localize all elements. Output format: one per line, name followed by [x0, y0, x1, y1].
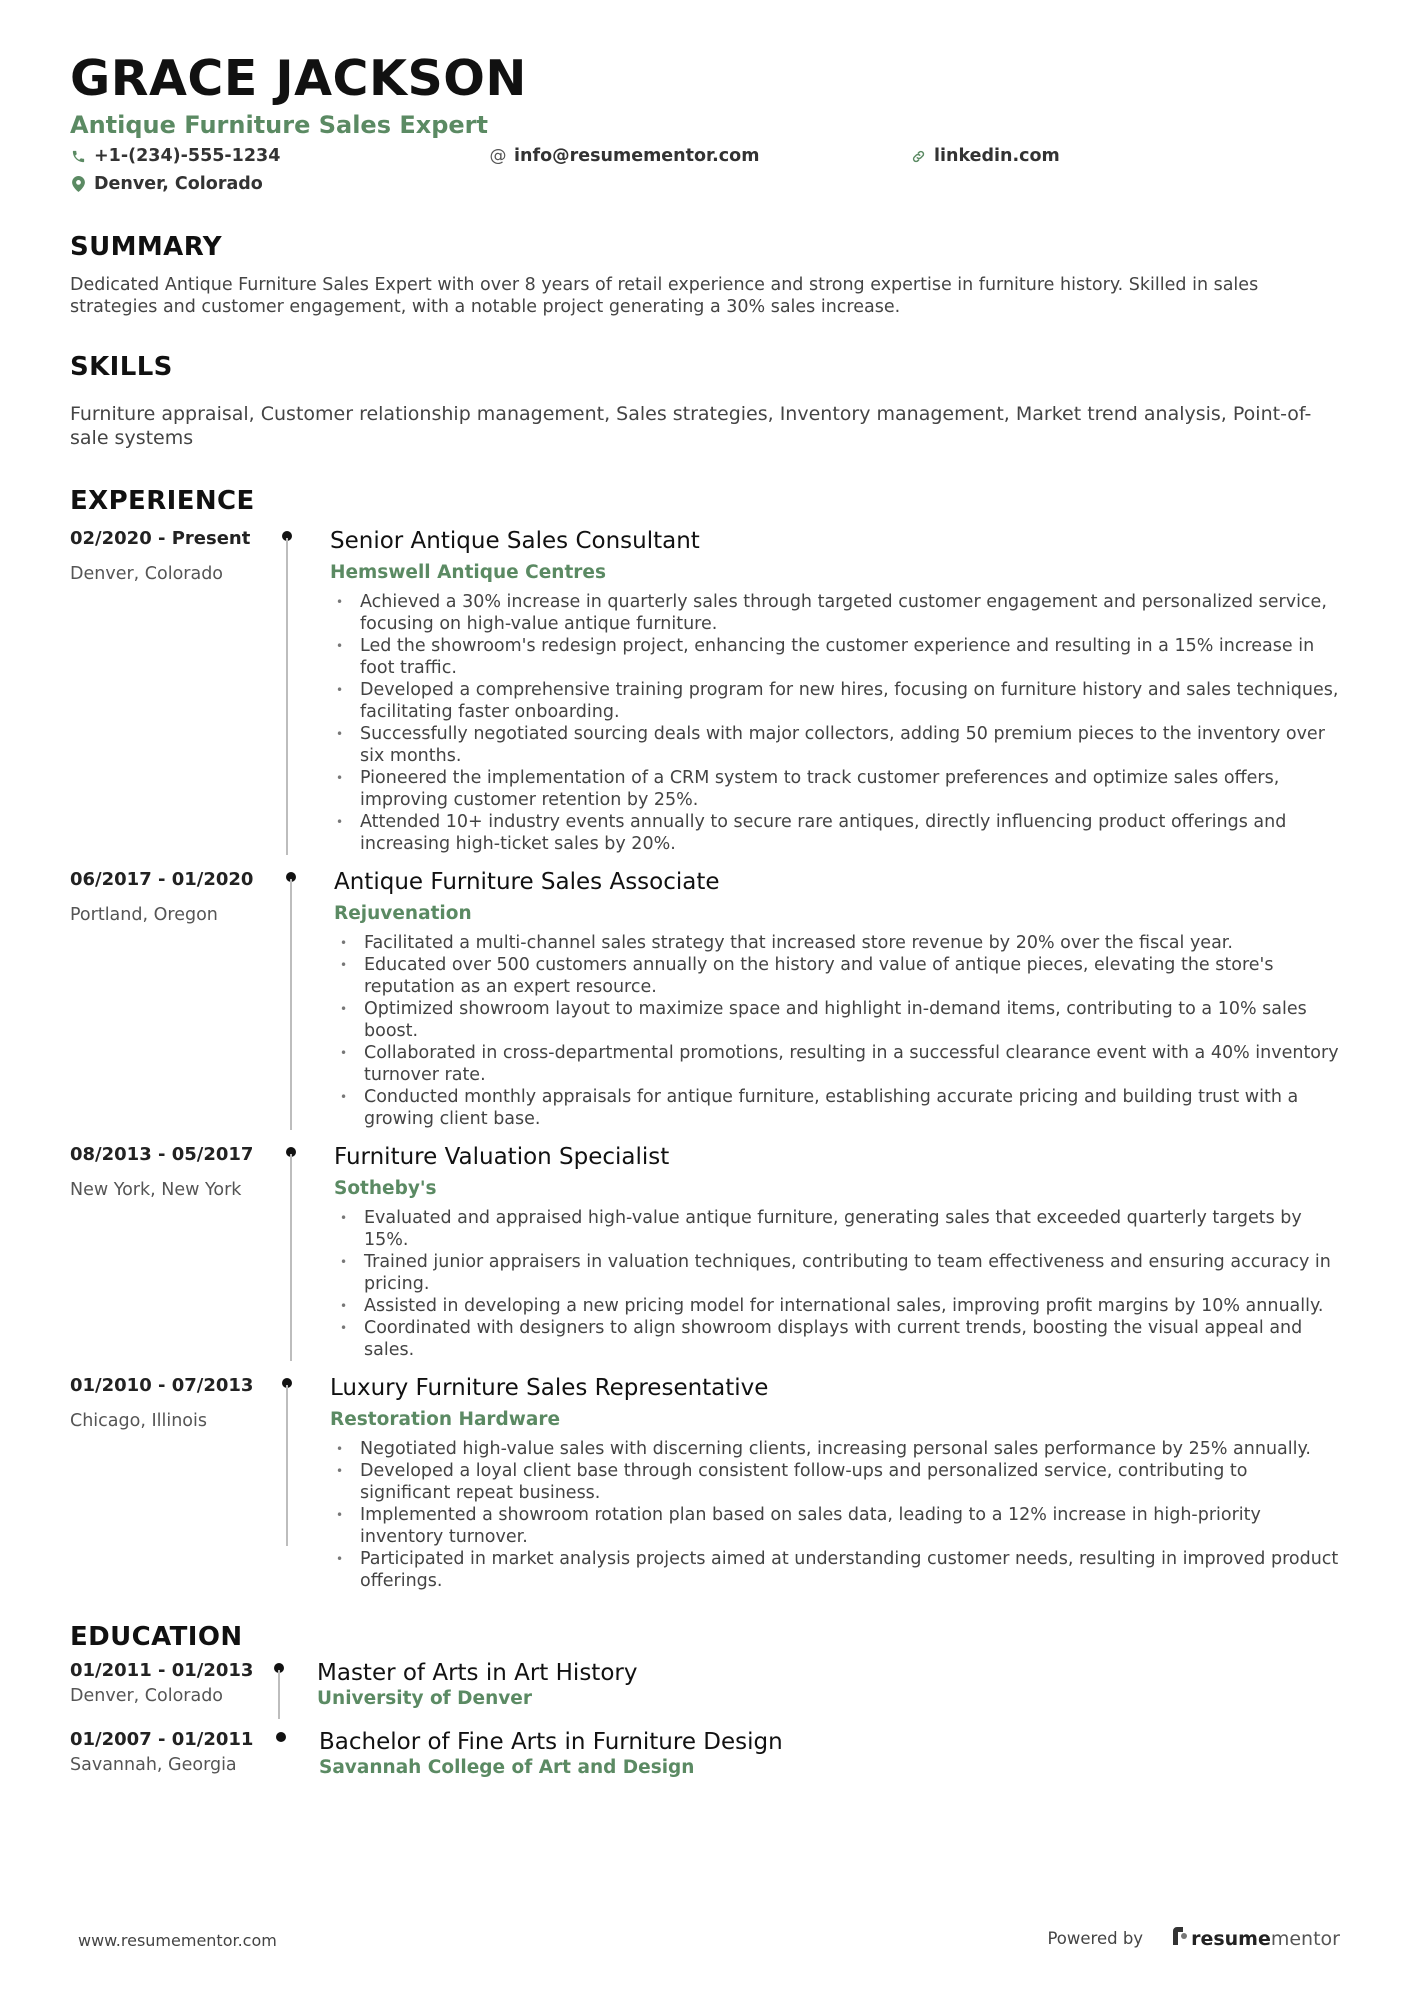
skills-heading: SKILLS [70, 352, 173, 383]
experience-heading: EXPERIENCE [70, 486, 255, 517]
brand-logo[interactable] [1173, 1927, 1340, 1950]
job-location: Chicago, Illinois [70, 1411, 207, 1432]
timeline-line [290, 1154, 292, 1361]
contact-email [490, 146, 910, 166]
education-section [70, 1622, 1340, 1778]
timeline [272, 1729, 319, 1778]
location-pin-icon [70, 176, 86, 192]
timeline [272, 1660, 317, 1709]
job-bullet: • Collaborated in cross-departmental promotions, resulting in a successful clearance event with a 40% inventory turnover rate. [334, 1042, 1340, 1086]
school-name: Savannah College of Art and Design [319, 1757, 695, 1779]
contact-location [70, 174, 490, 194]
resumementor-logo-icon [1173, 1927, 1187, 1950]
contact-phone [70, 146, 490, 166]
education-location: Denver, Colorado [70, 1686, 224, 1707]
job-details [334, 1144, 1340, 1361]
education-heading: EDUCATION [70, 1622, 243, 1653]
job-location: Denver, Colorado [70, 564, 224, 585]
education-entry [70, 1729, 1340, 1778]
degree-title: Master of Arts in Art History [317, 1660, 638, 1687]
job-company: Hemswell Antique Centres [330, 562, 606, 584]
linkedin-link[interactable]: linkedin.com [934, 146, 1060, 167]
job-bullet: • Attended 10+ industry events annually to secure rare antiques, directly influencing product offerings and increasing high-ticket sales by 20%. [330, 811, 1340, 855]
job-entry [70, 528, 1340, 855]
job-bullets [334, 1207, 1340, 1361]
job-meta [70, 1375, 280, 1592]
job-bullet: • Evaluated and appraised high-value antique furniture, generating sales that exceeded quarterly targets by 15%. [334, 1207, 1340, 1251]
job-bullet: • Coordinated with designers to align showroom displays with current trends, boosting the visual appeal and sales. [334, 1317, 1340, 1361]
job-company: Sotheby's [334, 1178, 437, 1200]
location-text: Denver, Colorado [94, 174, 263, 195]
education-dates: 01/2011 - 01/2013 [70, 1660, 254, 1682]
education-entry [70, 1660, 1340, 1709]
job-company: Restoration Hardware [330, 1409, 561, 1431]
summary-section [70, 232, 1340, 318]
education-details [319, 1729, 783, 1778]
link-icon [910, 148, 926, 164]
at-icon: @ [489, 146, 507, 167]
job-bullet: • Trained junior appraisers in valuation techniques, contributing to team effectiveness and ensuring accuracy in pricing. [334, 1251, 1340, 1295]
education-meta [70, 1660, 272, 1709]
job-dates: 01/2010 - 07/2013 [70, 1375, 254, 1397]
job-dates: 08/2013 - 05/2017 [70, 1144, 254, 1166]
job-bullet: • Pioneered the implementation of a CRM system to track customer preferences and optimize sales offers, improving customer retention by 25%. [330, 767, 1340, 811]
school-name: University of Denver [317, 1688, 532, 1710]
timeline-dot [276, 1732, 286, 1742]
education-dates: 01/2007 - 01/2011 [70, 1729, 254, 1751]
job-dates: 02/2020 - Present [70, 528, 251, 550]
powered-by-label: Powered by [1047, 1929, 1144, 1948]
timeline-line [290, 879, 292, 1130]
education-details [317, 1660, 637, 1709]
job-bullets [330, 1438, 1340, 1592]
brand-light: mentor [1270, 1927, 1340, 1950]
job-title: Senior Antique Sales Consultant [330, 528, 700, 555]
timeline [280, 869, 334, 1130]
skills-text: Furniture appraisal, Customer relationship management, Sales strategies, Inventory management, Market trend analysis, Point-of-sale systems [70, 403, 1312, 450]
job-bullet: • Participated in market analysis projects aimed at understanding customer needs, resulting in improved product offerings. [330, 1548, 1340, 1592]
footer-powered-by [1047, 1927, 1340, 1950]
timeline-line [278, 1670, 280, 1719]
job-bullet: • Implemented a showroom rotation plan based on sales data, leading to a 12% increase in high-priority inventory turnover. [330, 1504, 1340, 1548]
job-title: Antique Furniture Sales Associate [334, 869, 720, 896]
job-meta [70, 1144, 280, 1361]
job-entry [70, 1144, 1340, 1361]
summary-heading: SUMMARY [70, 232, 222, 263]
timeline [280, 528, 330, 855]
job-bullets [330, 591, 1340, 855]
job-bullet: • Led the showroom's redesign project, enhancing the customer experience and resulting in a 15% increase in foot traffic. [330, 635, 1340, 679]
education-location: Savannah, Georgia [70, 1755, 237, 1776]
job-dates: 06/2017 - 01/2020 [70, 869, 254, 891]
job-entry [70, 869, 1340, 1130]
experience-section [70, 486, 1340, 1592]
brand-bold: resume [1191, 1927, 1271, 1950]
job-details [330, 528, 1340, 855]
job-bullet: • Conducted monthly appraisals for antique furniture, establishing accurate pricing and building trust with a growing client base. [334, 1086, 1340, 1130]
job-location: New York, New York [70, 1180, 242, 1201]
summary-text: Dedicated Antique Furniture Sales Expert with over 8 years of retail experience and strong expertise in furniture history. Skilled in sales strategies and customer engagement, with a notable project generating a 30% sales increase. [70, 275, 1259, 318]
candidate-name: GRACE JACKSON [70, 50, 527, 107]
job-bullet: • Educated over 500 customers annually on the history and value of antique pieces, elevating the store's reputation as an expert resource. [334, 954, 1340, 998]
degree-title: Bachelor of Fine Arts in Furniture Design [319, 1729, 783, 1756]
job-title: Furniture Valuation Specialist [334, 1144, 670, 1171]
timeline-line [286, 1385, 288, 1546]
job-bullet: • Successfully negotiated sourcing deals with major collectors, adding 50 premium pieces to the inventory over six months. [330, 723, 1340, 767]
job-title: Luxury Furniture Sales Representative [330, 1375, 769, 1402]
contact-linkedin [910, 146, 1270, 166]
job-bullet: • Facilitated a multi-channel sales strategy that increased store revenue by 20% over the fiscal year. [334, 932, 1340, 954]
job-details [330, 1375, 1340, 1592]
education-meta [70, 1729, 272, 1778]
job-company: Rejuvenation [334, 903, 472, 925]
contact-info [70, 146, 1340, 194]
job-bullet: • Negotiated high-value sales with discerning clients, increasing personal sales performance by 25% annually. [330, 1438, 1340, 1460]
timeline [280, 1144, 334, 1361]
job-meta [70, 869, 280, 1130]
timeline-line [286, 538, 288, 855]
skills-section [70, 352, 1340, 450]
candidate-role: Antique Furniture Sales Expert [70, 110, 488, 139]
job-details [334, 869, 1340, 1130]
email-link[interactable]: info@resumementor.com [514, 146, 760, 167]
job-bullet: • Assisted in developing a new pricing model for international sales, improving profit margins by 10% annually. [334, 1295, 1340, 1317]
phone-text: +1-(234)-555-1234 [94, 146, 281, 167]
footer-website[interactable]: www.resumementor.com [78, 1931, 277, 1950]
phone-icon [70, 148, 86, 164]
resume-header [70, 52, 1340, 194]
timeline [280, 1375, 330, 1592]
job-bullet: • Developed a loyal client base through consistent follow-ups and personalized service, contributing to significant repeat business. [330, 1460, 1340, 1504]
job-bullet: • Optimized showroom layout to maximize space and highlight in-demand items, contributing to a 10% sales boost. [334, 998, 1340, 1042]
job-bullets [334, 932, 1340, 1130]
job-entry [70, 1375, 1340, 1592]
job-bullet: • Achieved a 30% increase in quarterly sales through targeted customer engagement and personalized service, focusing on high-value antique furniture. [330, 591, 1340, 635]
job-meta [70, 528, 280, 855]
job-bullet: • Developed a comprehensive training program for new hires, focusing on furniture history and sales techniques, facilitating faster onboarding. [330, 679, 1340, 723]
job-location: Portland, Oregon [70, 905, 218, 926]
